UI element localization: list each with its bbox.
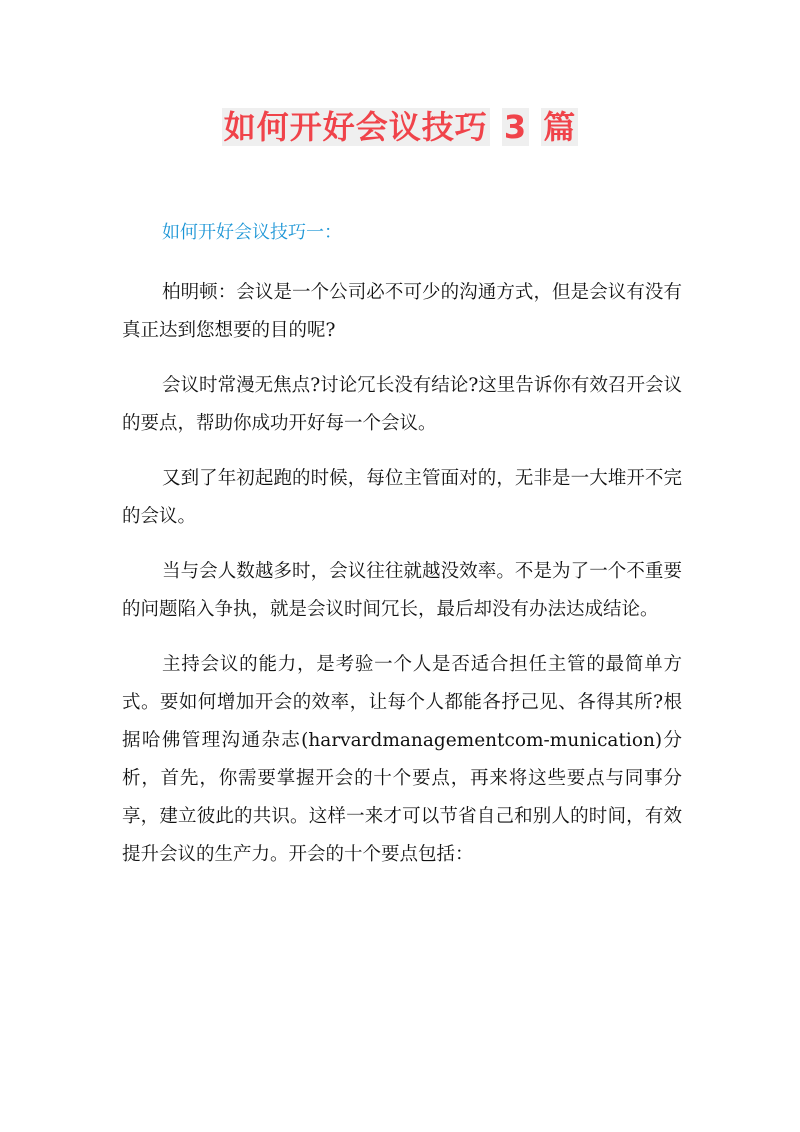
document-body — [122, 274, 682, 891]
paragraph-2: 会议时常漫无焦点?讨论冗长没有结论?这里告诉你有效召开会议的要点，帮助你成功开好每一个会议。 — [122, 375, 682, 434]
paragraph-1: 柏明顿：会议是一个公司必不可少的沟通方式，但是会议有没有真正达到您想要的目的呢? — [122, 282, 682, 341]
paragraph-5: 主持会议的能力，是考验一个人是否适合担任主管的最简单方式。要如何增加开会的效率，让每个人都能各抒己见、各得其所?根据哈佛管理沟通杂志(harvardmanagementcom-munication)分析，首先，你需要掌握开会的十个要点，再来将这些要点与同事分享，建立彼此的共识。这样一来才可以节省自己和别人的时间，有效提升会议的生产力。开会的十个要点包括： — [122, 654, 682, 865]
title-main: 如何开好会议技巧 — [223, 108, 488, 146]
paragraph-3: 又到了年初起跑的时候，每位主管面对的，无非是一大堆开不完的会议。 — [122, 468, 682, 527]
page-title — [222, 105, 579, 149]
section-heading: 如何开好会议技巧一： — [162, 222, 342, 243]
title-number: 3 — [503, 108, 528, 146]
paragraph-4: 当与会人数越多时，会议往往就越没效率。不是为了一个不重要的问题陷入争执，就是会议时间冗长，最后却没有办法达成结论。 — [122, 561, 682, 620]
title-container — [0, 105, 800, 149]
title-suffix: 篇 — [543, 108, 577, 146]
